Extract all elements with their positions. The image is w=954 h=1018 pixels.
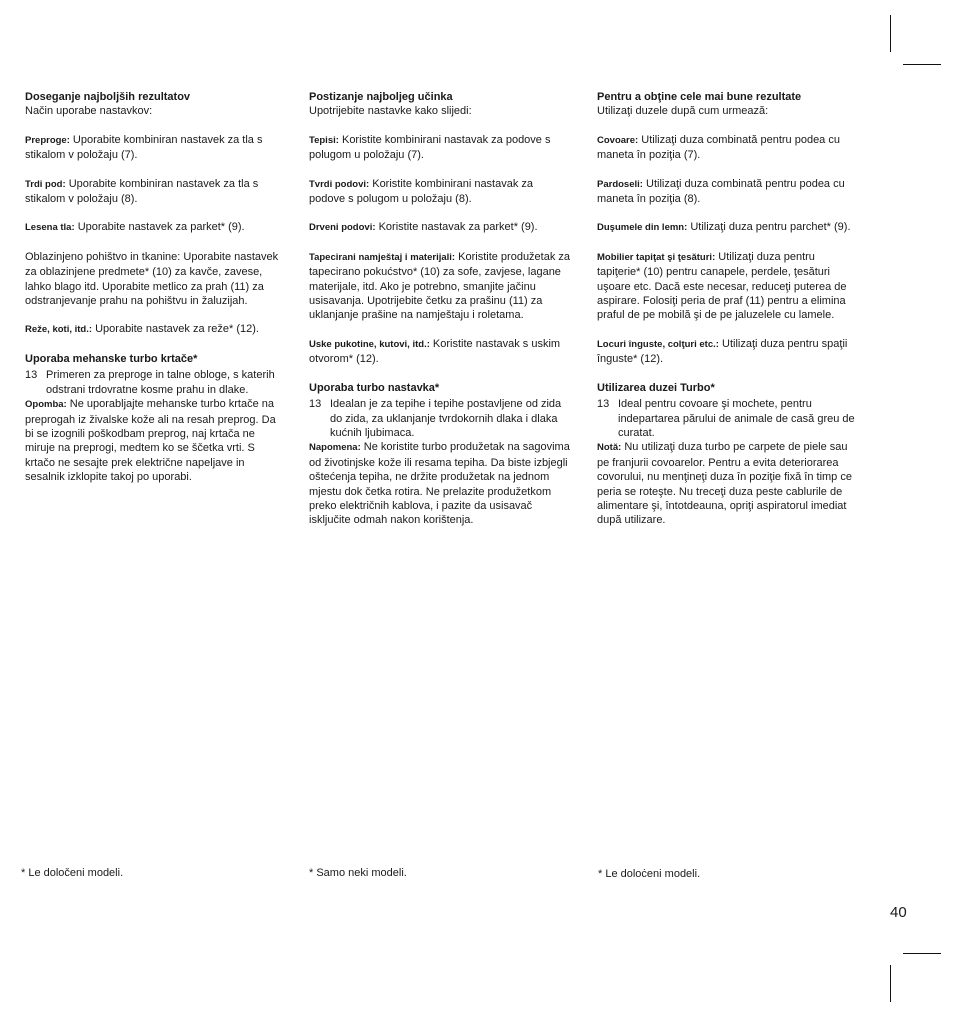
attachment-item — [25, 133, 287, 163]
note-paragraph — [25, 397, 287, 484]
step-text: Ideal pentru covoare şi mochete, pentru indepartarea părului de animale de casă greu de curatat. — [618, 398, 855, 439]
item-label: Reže, koti, itd.: — [25, 324, 93, 336]
item-text: Koristite kombinirani nastavak za podove s polugom u položaju (7). — [309, 133, 551, 162]
turbo-section-heading: Uporaba turbo nastavka* — [309, 381, 440, 394]
item-label: Preproge: — [25, 134, 70, 146]
attachment-item — [309, 250, 571, 323]
note-paragraph — [309, 440, 571, 527]
turbo-section-heading: Uporaba mehanske turbo krtače* — [25, 352, 198, 365]
step-item — [309, 397, 571, 440]
crop-mark-bottom-vertical — [890, 965, 891, 1002]
item-label: Tapecirani namještaj i materijali: — [309, 251, 456, 263]
step-item — [597, 397, 859, 440]
step-item — [25, 368, 287, 397]
crop-mark-top-vertical — [890, 15, 891, 52]
item-label: Mobilier tapiţat şi ţesături: — [597, 251, 716, 263]
column-slovenian — [25, 90, 287, 485]
item-label: Trdi pod: — [25, 178, 66, 190]
item-text: Uporabite nastavek za reže* (12). — [92, 323, 259, 336]
item-text: Uporabite nastavek za parket* (9). — [74, 221, 245, 234]
crop-mark-top-horizontal — [903, 64, 941, 65]
attachment-item — [597, 337, 859, 367]
item-label: Duşumele din lemn: — [597, 222, 688, 234]
section-heading: Doseganje najboljših rezultatov — [25, 91, 191, 103]
attachment-item — [597, 220, 859, 235]
step-number: 13 — [597, 398, 610, 411]
crop-mark-bottom-horizontal — [903, 953, 941, 954]
attachment-item — [309, 177, 571, 207]
intro-text: Upotrijebite nastavke kako slijedi: — [309, 105, 472, 118]
footnote-romanian: * Le doloċeni modeli. — [598, 868, 701, 880]
item-text: Utilizaţi duza combinată pentru podea cu maneta în poziţia (7). — [597, 133, 840, 162]
column-romanian — [597, 90, 859, 528]
attachment-item — [25, 322, 287, 337]
attachment-item — [25, 177, 287, 207]
item-label: Pardoseli: — [597, 178, 643, 190]
item-text: Uporabite kombiniran nastavek za tla s stikalom v položaju (8). — [25, 177, 259, 206]
attachment-item — [25, 220, 287, 235]
item-label: Tvrdi podovi: — [309, 178, 370, 190]
section-heading: Pentru a obţine cele mai bune rezultate — [597, 91, 802, 103]
intro-text: Način uporabe nastavkov: — [25, 105, 153, 118]
item-label: Lesena tla: — [25, 222, 75, 234]
step-text: Idealan je za tepihe i tepihe postavljene od zida do zida, za uklanjanje tvrdokornih dlaka i dlaka kućnih ljubimaca. — [330, 398, 562, 439]
note-label: Napomena: — [309, 442, 361, 454]
footnote-croatian: * Samo neki modeli. — [309, 867, 407, 879]
item-label: Covoare: — [597, 134, 639, 146]
note-text: Ne uporabljajte mehanske turbo krtače na preprogah iz živalske kože ali na resah preprog. Da bi se izognili poškodbam preprog, naj krtača ne miruje na preprogi, medtem ko se ščetka vrti. S krtačo ne sesajte prek električne napeljave in sesalnik izklopite takoj po uporabi. — [25, 398, 276, 484]
attachment-item — [25, 250, 287, 309]
attachment-item — [309, 337, 571, 367]
note-text: Ne koristite turbo produžetak na sagovima od životinjske kože ili resama tepiha. Da biste izbjegli oštećenja tepiha, ne držite produžetak na jednom mjestu dok četka rotira. Ne prelazite produžetkom preko električnih kablova, i pazite da usisavač isključite odmah nakon korištenja. — [309, 441, 570, 527]
item-text: Koristite kombinirani nastavak za podove s polugom u položaju (8). — [309, 177, 534, 206]
step-number: 13 — [309, 398, 322, 411]
item-text: Koristite nastavak za parket* (9). — [375, 221, 538, 234]
item-label: Uske pukotine, kutovi, itd.: — [309, 338, 430, 350]
item-text: Utilizaţi duza pentru spaţii înguste* (12). — [597, 337, 848, 366]
item-text: Utilizaţi duza pentru parchet* (9). — [687, 221, 851, 234]
item-label: Drveni podovi: — [309, 222, 376, 234]
footnote-slovenian: * Le določeni modeli. — [21, 867, 124, 879]
page-number: 40 — [890, 904, 907, 921]
note-text: Nu utilizaţi duza turbo pe carpete de piele sau pe franjurii covoarelor. Pentru a evita deteriorarea covorului, nu menţineţi duza în poziţie fixă în timp ce peria se roteşte. Nu treceţi duza peste cablurile de alimentare şi, întotdeauna, opriţi aspiratorul imediat după utilizare. — [597, 441, 852, 527]
attachment-item — [597, 133, 859, 163]
item-text: Utilizaţi duza combinată pentru podea cu maneta în poziţia (8). — [597, 177, 845, 206]
item-text: Koristite nastavak s uskim otvorom* (12). — [309, 337, 561, 366]
item-text: Uporabite kombiniran nastavek za tla s stikalom v položaju (7). — [25, 133, 263, 162]
turbo-section-heading: Utilizarea duzei Turbo* — [597, 381, 715, 394]
item-text: Koristite produžetak za tapecirano pokućstvo* (10) za sofe, zavjese, lagane materijale, itd. Ako je potrebno, smanjite jačinu usisavanja. Upotrijebite četku za prašinu (11) za uklanjanje prašine na namještaju i roletama. — [309, 250, 571, 322]
note-label: Opomba: — [25, 399, 67, 411]
intro-text: Utilizaţi duzele după cum urmează: — [597, 105, 769, 118]
attachment-item — [309, 220, 571, 235]
note-label: Notă: — [597, 442, 622, 454]
column-croatian — [309, 90, 571, 528]
section-heading: Postizanje najboljeg učinka — [309, 91, 453, 103]
step-number: 13 — [25, 369, 38, 382]
item-label: Tepisi: — [309, 134, 339, 146]
item-text: Utilizaţi duza pentru tapiţerie* (10) pentru canapele, perdele, ţesături uşoare etc. Dacă este necesar, reduceţi puterea de aspirare. Folosiţi peria de praf (11) pentru a elimina praful de pe mobilă şi de pe jaluzelele cu lamele. — [597, 250, 847, 322]
step-text: Primeren za preproge in talne obloge, s katerih odstrani trdovratne kosme prahu in dlake. — [46, 369, 275, 396]
item-text: Oblazinjeno pohištvo in tkanine: Uporabite nastavek za oblazinjene predmete* (10) za kavče, zavese, lahko blago itd. Uporabite metlico za prah (11) za odstranjevanje prahu na pohištvu in žaluzijah. — [25, 250, 279, 308]
note-paragraph — [597, 440, 859, 527]
attachment-item — [309, 133, 571, 163]
attachment-item — [597, 250, 859, 323]
item-label: Locuri înguste, colţuri etc.: — [597, 338, 719, 350]
attachment-item — [597, 177, 859, 207]
